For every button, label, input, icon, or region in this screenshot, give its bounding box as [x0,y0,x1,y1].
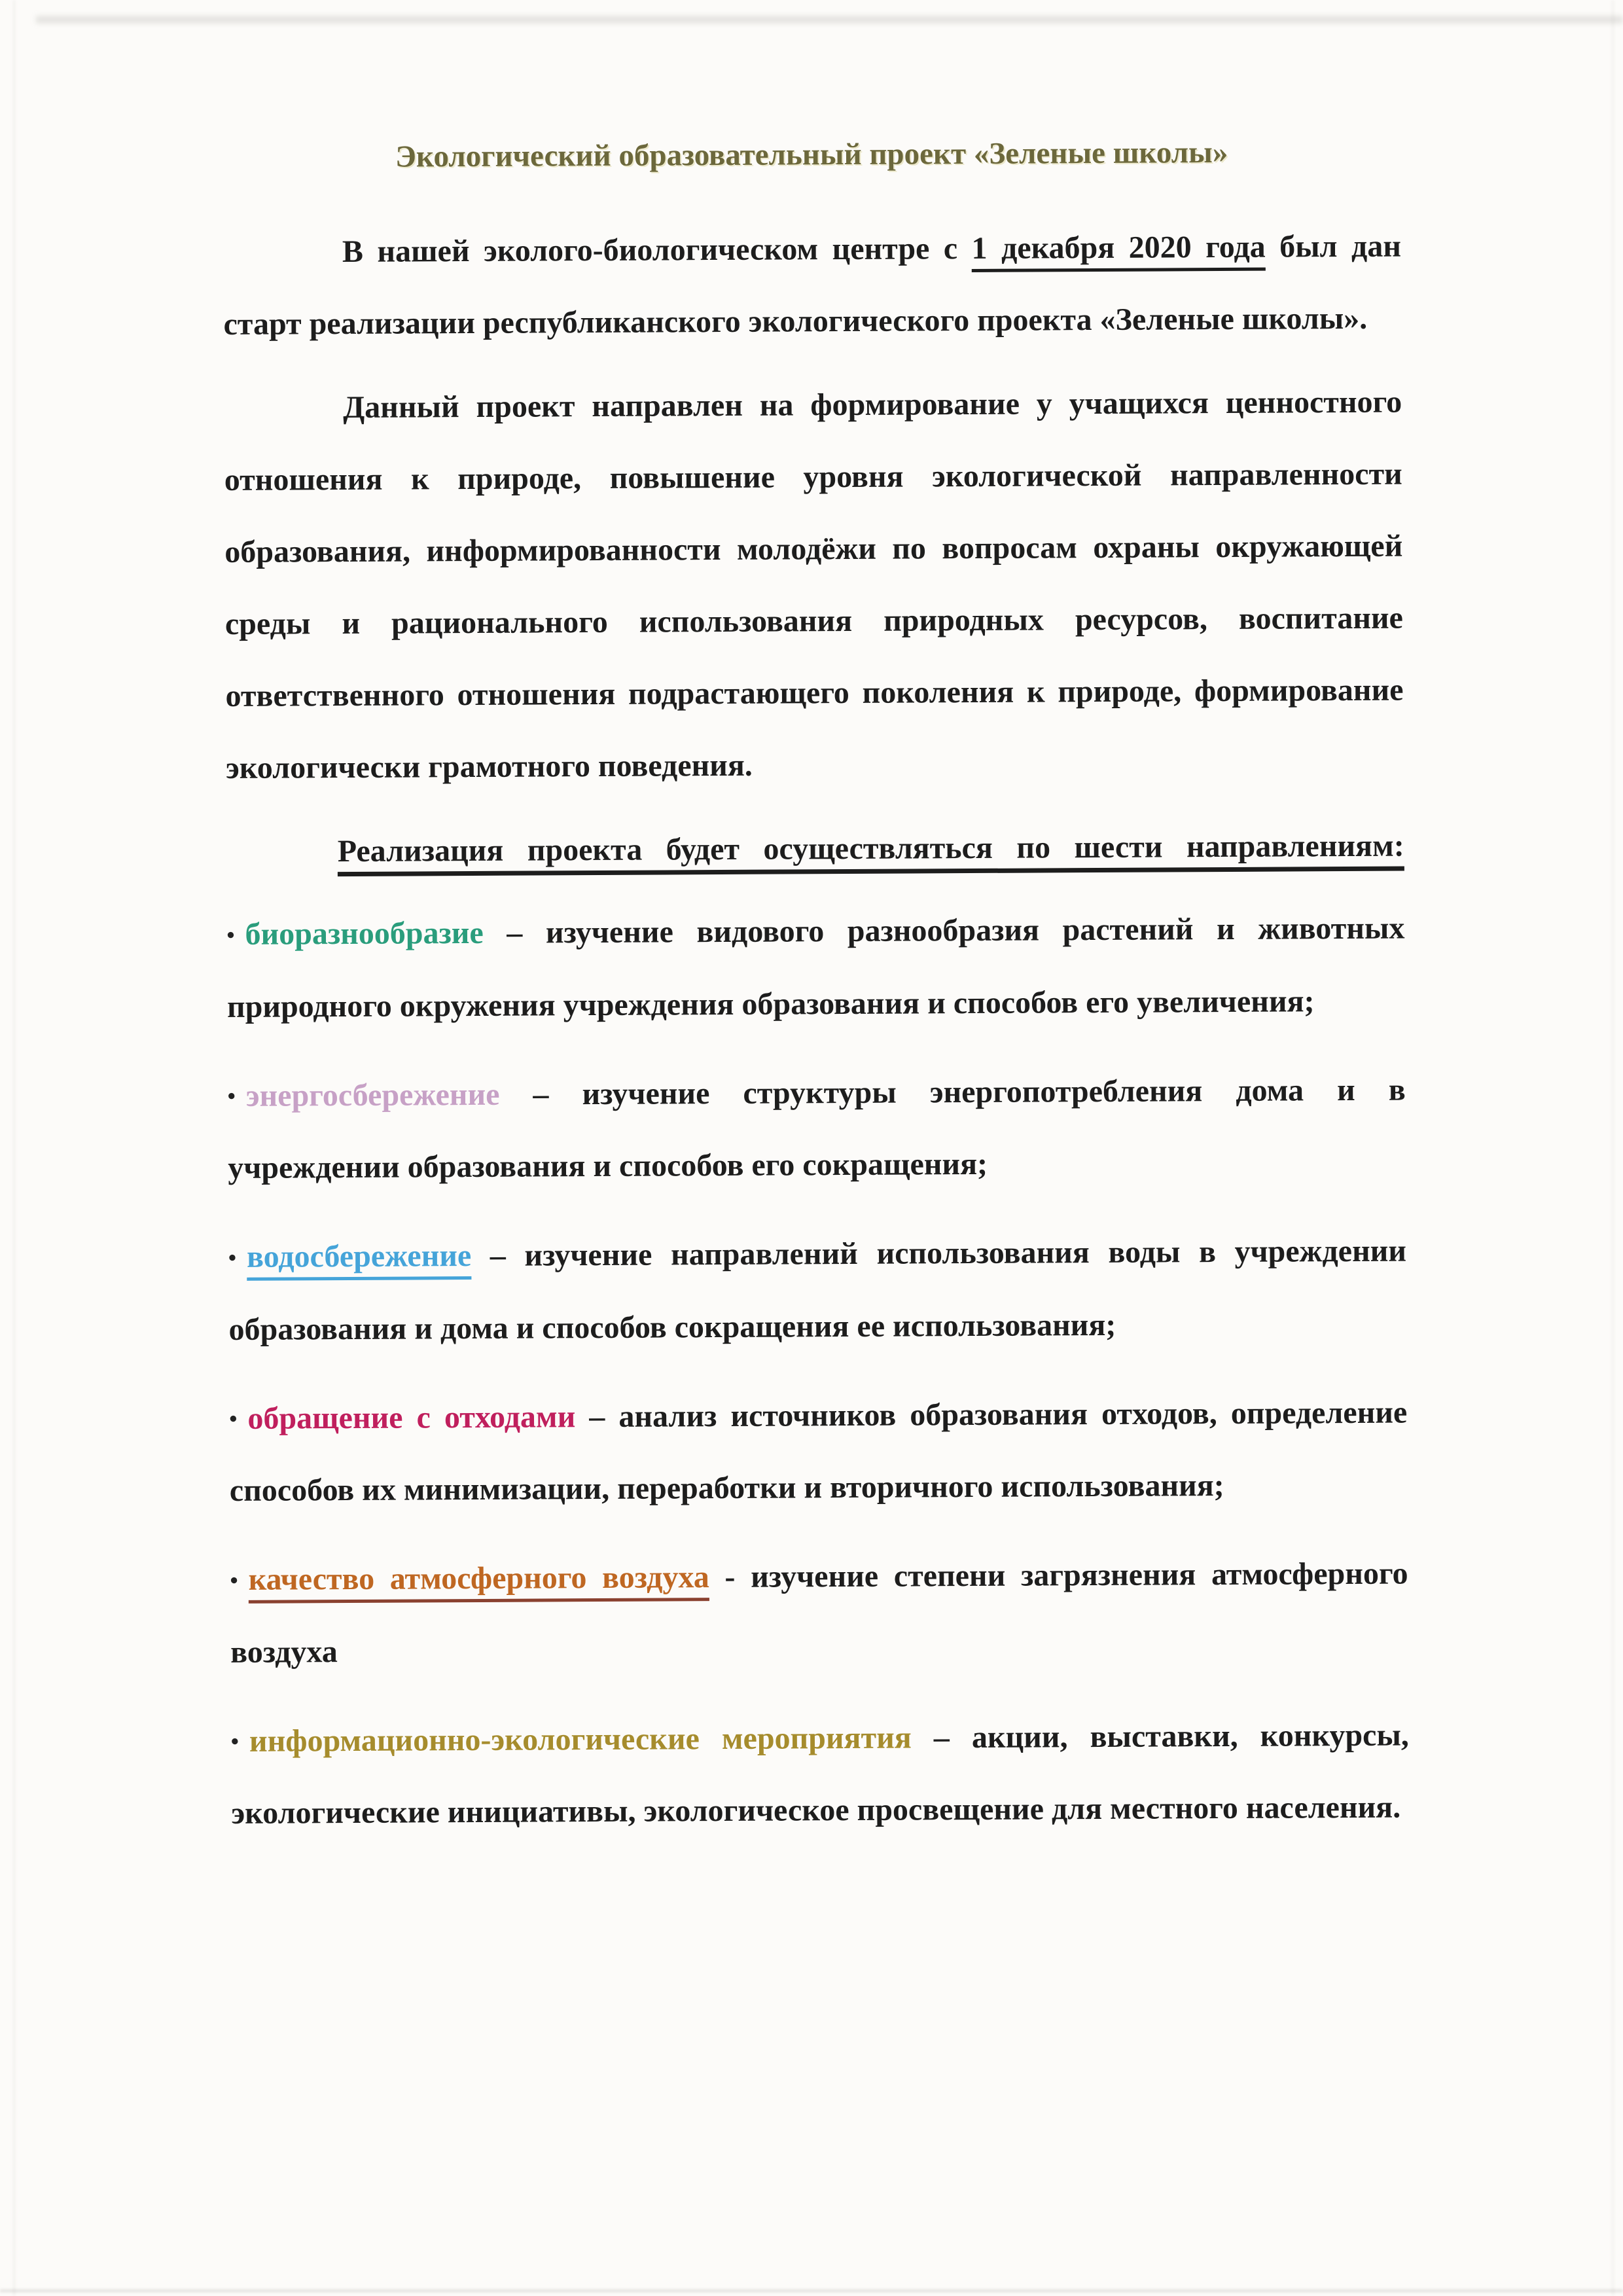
bullet-marker-icon: • [230,1729,240,1755]
bullet-item-informational-events [231,1699,1410,1850]
bullet-item-energy-saving [227,1054,1406,1204]
bullet-text-energy-saving: – изучение структуры энергопотребления дома и в учреждении образования и способов его сокращения; [228,1072,1406,1186]
bullet-marker-icon: • [229,1407,238,1432]
bullet-term-waste-management: обращение с отходами [247,1399,576,1436]
bullet-item-air-quality [230,1538,1408,1689]
bullet-term-informational-events: информационно-экологические мероприятия [249,1720,912,1759]
bullet-text-biodiversity: – изучение видового разнообразия растений и животных природного окружения учреждения образования и способов его увеличения; [226,910,1405,1024]
bullet-marker-icon: • [227,1084,236,1109]
bullet-term-water-saving: водосбережение [246,1238,472,1274]
document-title: Экологический образовательный проект «Зеленые школы» [395,135,1228,174]
section-heading [226,810,1404,888]
scan-edge-top-artifact [36,16,1623,24]
bullet-item-waste-management [229,1376,1408,1527]
bullet-marker-icon: • [230,1568,238,1593]
scan-edge-right-artifact [1612,0,1614,2296]
bullet-text-water-saving: – изучение направлений использования воды в учреждении образования и дома и способов сокращения ее использования; [228,1233,1407,1347]
bullet-term-energy-saving: энергосбережение [245,1077,500,1113]
section-heading-text: Реализация проекта будет осуществляться по шести направлениям: [337,828,1404,869]
intro-text-before: В нашей эколого-биологическом центре с [342,231,972,270]
bullet-term-biodiversity: биоразнообразие [245,915,484,952]
bullet-marker-icon: • [228,1245,237,1270]
intro-underlined-date: 1 декабря 2020 года [971,229,1266,266]
paragraph-intro [223,211,1402,361]
bullet-marker-icon: • [226,922,235,948]
paragraph-goals: Данный проект направлен на формирование у учащихся ценностного отношения к природе, повышение уровня экологической направленности образования, информированности молодёжи по вопросам охраны окружающей среды и рационального использования природных ресурсов, воспитание ответственного отношения подрастающего поколения к природе, формирование экологически грамотного поведения. [224,384,1404,785]
document-content [223,128,1410,1867]
bullet-text-waste-management: – анализ источников образования отходов, определение способов их минимизации, переработки и вторичного использования; [229,1395,1408,1509]
bullet-term-air-quality: качество атмосферного воздуха [248,1560,709,1598]
bullet-text-informational-events: – акции, выставки, конкурсы, экологические инициативы, экологическое просвещение для местного населения. [231,1717,1409,1831]
bullet-item-water-saving [228,1215,1407,1366]
intro-text-after: был дан старт реализации республиканского экологического проекта «Зеленые школы». [223,228,1402,342]
scan-edge-bottom-artifact [0,2289,1623,2292]
bullet-text-air-quality: - изучение степени загрязнения атмосферного воздуха [230,1556,1408,1670]
scan-edge-left-artifact [13,0,15,2296]
bullet-item-biodiversity [226,893,1405,1043]
